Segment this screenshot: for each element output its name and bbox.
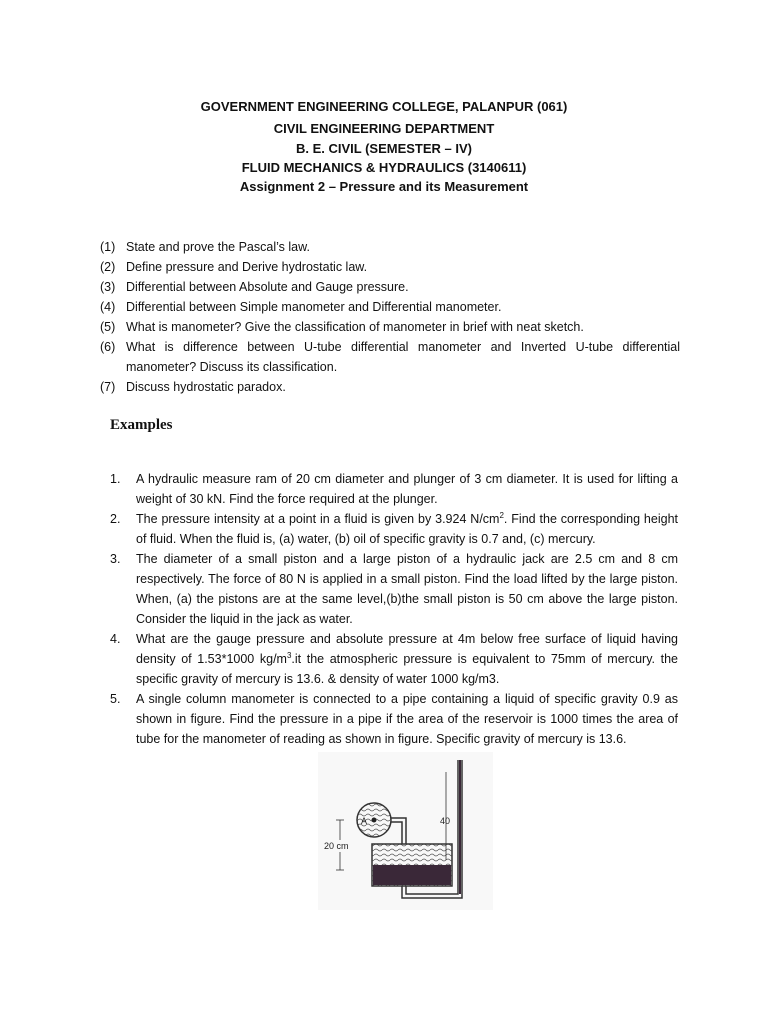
example-text-part: .it the atmospheric pressure is equivalent to 75mm of mercury. the specific gravity of mercury is 13.6. & density of water 1000 kg/m3. (136, 652, 678, 686)
examples-list (110, 469, 678, 749)
assignment-title: Assignment 2 – Pressure and its Measurement (239, 179, 529, 194)
question-text: What is manometer? Give the classification of manometer in brief with neat sketch. (126, 320, 584, 334)
subject-name: FLUID MECHANICS & HYDRAULICS (3140611) (241, 160, 527, 175)
example-number: 5. (110, 692, 121, 706)
question-item (100, 377, 680, 397)
department-name: CIVIL ENGINEERING DEPARTMENT (273, 121, 495, 136)
question-text: State and prove the Pascal’s law. (126, 240, 310, 254)
example-number: 2. (110, 512, 121, 526)
question-item (100, 297, 680, 317)
example-item (110, 469, 678, 509)
example-text-part: . Find the corresponding height of fluid. When the fluid is, (a) water, (b) oil of specific gravity is 0.7 and, (c) mercury. (136, 512, 678, 546)
question-item (100, 337, 680, 377)
question-text: Discuss hydrostatic paradox. (126, 380, 286, 394)
example-item (110, 629, 678, 689)
program-name: B. E. CIVIL (SEMESTER – IV) (295, 141, 472, 156)
example-text: A hydraulic measure ram of 20 cm diameter and plunger of 3 cm diameter. It is used for lifting a weight of 30 kN. Find the force required at the plunger. (136, 472, 678, 506)
example-item (110, 689, 678, 749)
example-item (110, 549, 678, 629)
examples-heading: Examples (110, 417, 173, 433)
height-label: 20 cm (324, 841, 349, 851)
point-a-label: A (361, 816, 368, 826)
superscript: 3 (286, 650, 292, 660)
question-item (100, 257, 680, 277)
reading-label: 40 (440, 816, 451, 826)
example-text-part: What are the gauge pressure and absolute pressure at 4m below free surface of liquid having density of 1.53*1000 kg/m (136, 632, 678, 666)
example-number: 3. (110, 552, 121, 566)
question-text: Define pressure and Derive hydrostatic law. (126, 260, 368, 274)
mercury-layer (373, 865, 451, 885)
question-number: (1) (100, 240, 116, 254)
example-number: 1. (110, 472, 121, 486)
example-text (136, 629, 678, 689)
example-text (136, 509, 678, 549)
manometer-diagram (318, 752, 493, 910)
college-name: GOVERNMENT ENGINEERING COLLEGE, PALANPUR (061) (200, 99, 568, 114)
superscript: 2 (499, 510, 504, 520)
example-text: The diameter of a small piston and a large piston of a hydraulic jack are 2.5 cm and 8 cm respectively. The force of 80 N is applied in a small piston. Find the load lifted by the large piston. When, (a) the pistons are at the same level,(b)the small piston is 50 cm above the large piston. Consider the liquid in the jack as water. (136, 552, 678, 626)
example-text-part: The pressure intensity at a point in a fluid is given by 3.924 N/cm (136, 512, 500, 526)
question-number: (6) (100, 340, 116, 354)
question-item (100, 237, 680, 257)
question-text: Differential between Simple manometer and Differential manometer. (126, 300, 502, 314)
example-number: 4. (110, 632, 121, 646)
question-text: Differential between Absolute and Gauge pressure. (126, 280, 409, 294)
question-item (100, 277, 680, 297)
question-text: What is difference between U-tube differential manometer and Inverted U-tube differential manometer? Discuss its classification. (126, 340, 680, 374)
question-item (100, 317, 680, 337)
example-text: A single column manometer is connected to a pipe containing a liquid of specific gravity 0.9 as shown in figure. Find the pressure in a pipe if the area of the reservoir is 1000 times the area of tube for the manometer of reading as shown in figure. Specific gravity of mercury is 13.6. (136, 692, 678, 746)
question-number: (7) (100, 380, 116, 394)
point-a-marker (372, 818, 377, 823)
example-item (110, 509, 678, 549)
question-number: (3) (100, 280, 116, 294)
question-number: (4) (100, 300, 116, 314)
manometer-figure (318, 752, 493, 910)
question-number: (5) (100, 320, 116, 334)
question-number: (2) (100, 260, 116, 274)
question-list (100, 237, 680, 397)
